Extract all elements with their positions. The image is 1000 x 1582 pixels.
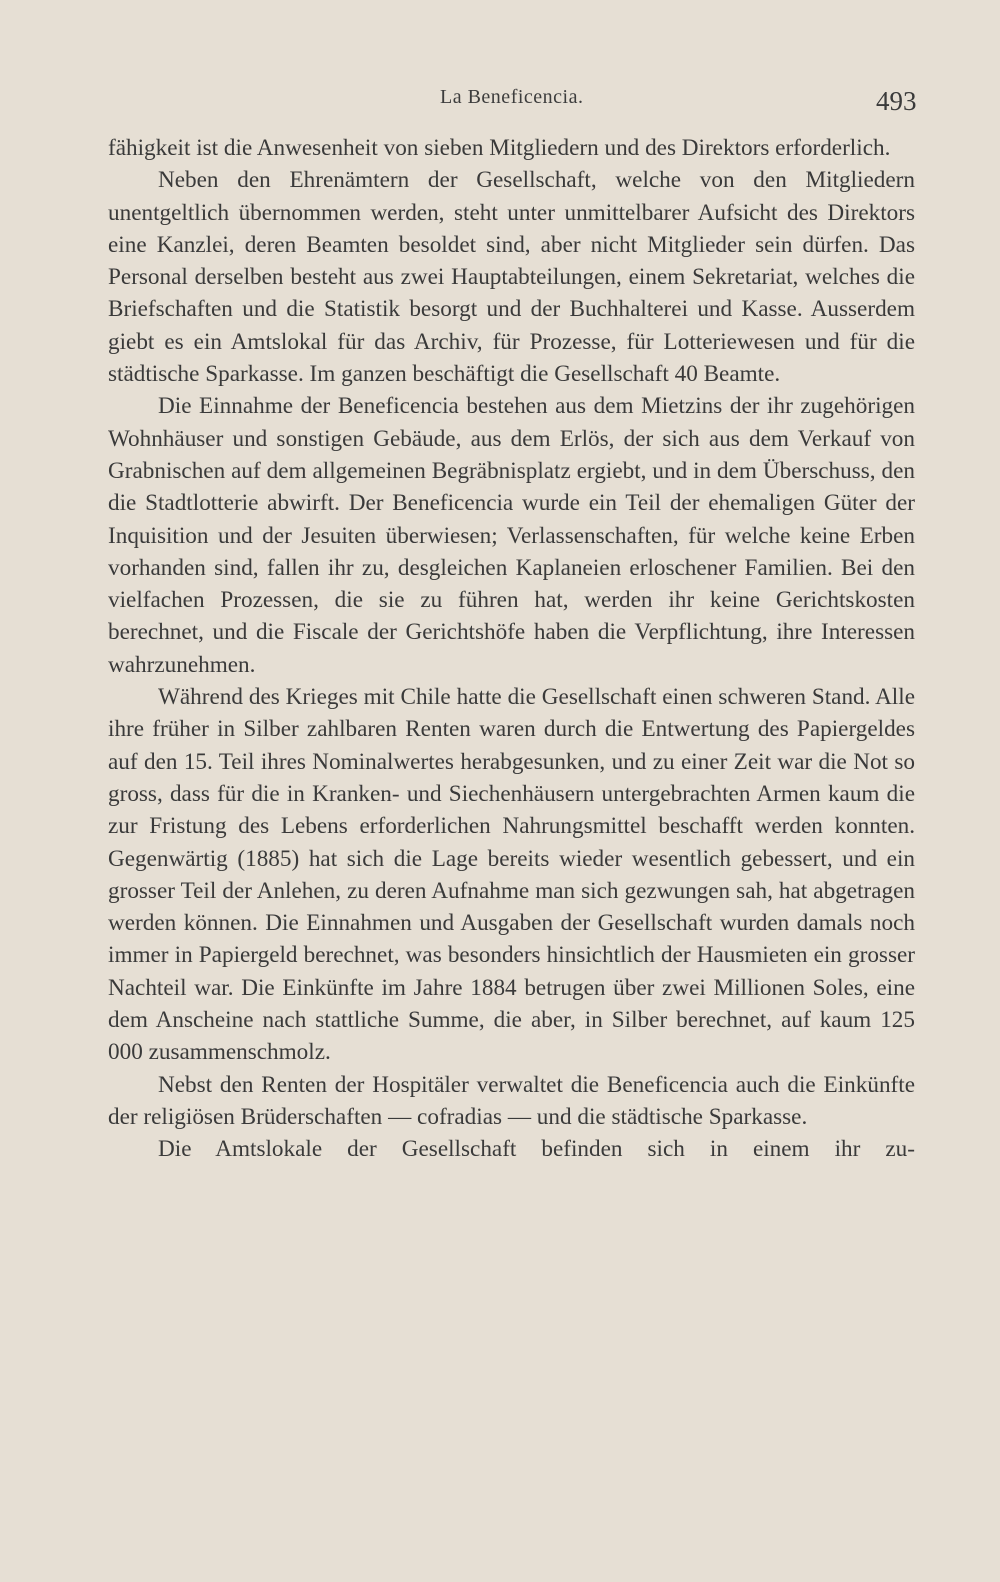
paragraph-continuation: fähigkeit ist die Anwesenheit von sieben Mitgliedern und des Direktors erforderlich. (108, 135, 891, 161)
paragraph-kanzlei: Neben den Ehrenämtern der Gesellschaft, welche von den Mitgliedern unentgeltlich übernommen werden, steht unter unmittelbarer Aufsicht des Direktors eine Kanzlei, deren Beamten besoldet sind, aber nicht Mitglieder sein dürfen. Das Personal derselben besteht aus zwei Hauptabteilungen, einem Sekretariat, welches die Briefschaften und die Statistik besorgt und der Buchhalterei und Kasse. Ausserdem giebt es ein Amtslokal für das Archiv, für Prozesse, für Lotteriewesen und für die städtische Sparkasse. Im ganzen beschäftigt die Gesellschaft 40 Beamte. (108, 167, 915, 388)
paragraph-einnahme: Die Einnahme der Beneficencia bestehen aus dem Mietzins der ihr zugehörigen Wohnhäuser und sonstigen Gebäude, aus dem Erlös, der sich aus dem Verkauf von Grabnischen auf dem allgemeinen Begräbnisplatz ergiebt, und in dem Überschuss, den die Stadtlotterie abwirft. Der Beneficencia wurde ein Teil der ehemaligen Güter der Inquisition und der Jesuiten überwiesen; Verlassenschaften, für welche keine Erben vorhanden sind, fallen ihr zu, desgleichen Kaplaneien erloschener Familien. Bei den vielfachen Prozessen, die sie zu führen hat, werden ihr keine Gerichtskosten berechnet, und die Fiscale der Gerichtshöfe haben die Verpflichtung, ihre Interessen wahrzunehmen. (108, 393, 915, 678)
paragraph-amtslokale: Die Amtslokale der Gesellschaft befinden sich in einem ihr zu- (158, 1136, 915, 1163)
paragraph-renten: Nebst den Renten der Hospitäler verwaltet die Beneficencia auch die Einkünfte der religiösen Brüderschaften — cofradias — und die städtische Sparkasse. (108, 1071, 915, 1130)
page-number: 493 (876, 86, 917, 116)
paragraph-krieg: Während des Krieges mit Chile hatte die Gesellschaft einen schweren Stand. Alle ihre früher in Silber zahlbaren Renten waren durch die Entwertung des Papiergeldes auf den 15. Teil ihres Nominalwertes herabgesunken, und zu einer Zeit war die Not so gross, dass für die in Kranken- und Siechenhäusern untergebrachten Armen kaum die zur Fristung des Lebens erforderlichen Nahrungsmittel beschafft werden konnten. Gegenwärtig (1885) hat sich die Lage bereits wieder wesentlich gebessert, und ein grosser Teil der Anlehen, zu deren Aufnahme man sich gezwungen sah, hat abgetragen werden können. Die Einnahmen und Ausgaben der Gesellschaft wurden damals noch immer in Papiergeld berechnet, was besonders hinsichtlich der Hausmieten ein grosser Nachteil war. Die Einkünfte im Jahre 1884 betrugen über zwei Millionen Soles, eine dem Anscheine nach stattliche Summe, die aber, in Silber berechnet, auf kaum 125 000 zusammenschmolz. (108, 684, 915, 1066)
running-title: La Beneficencia. (440, 86, 584, 108)
body-text (108, 132, 915, 1166)
